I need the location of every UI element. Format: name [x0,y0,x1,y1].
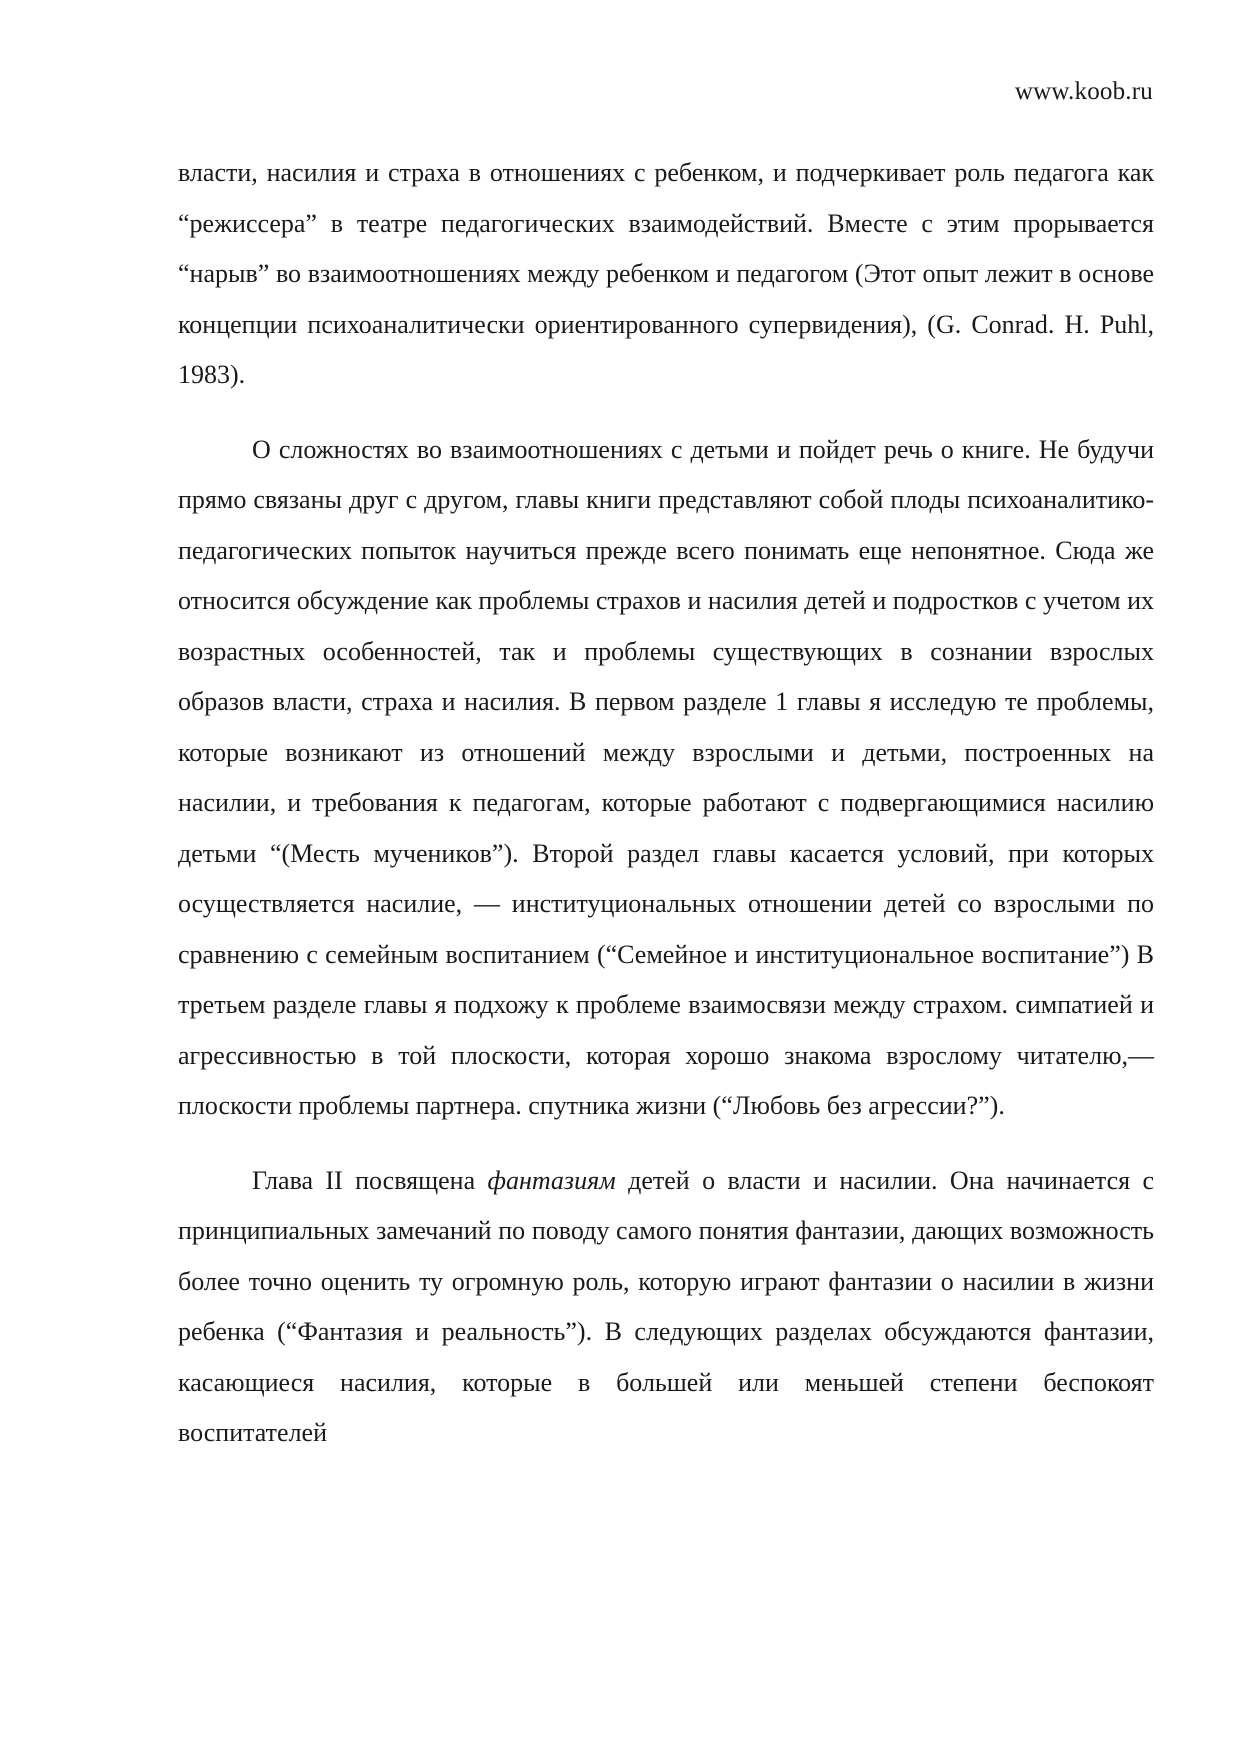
page-header-url: www.koob.ru [1014,78,1153,105]
paragraph-3-emphasis: фантазиям [487,1165,616,1195]
paragraph-1: власти, насилия и страха в отношениях с ребенком, и подчеркивает роль педагога как “режиссера” в театре педагогических взаимодействий. Вместе с этим прорывается “нарыв” во взаимоотношениях между ребенком и педагогом (Этот опыт лежит в основе концепции психоаналитически ориентированного супервидения), (G. Conrad. H. Puhl, 1983). [178,158,1154,389]
page-body [178,148,1154,1459]
paragraph-3-rest: детей о власти и насилии. Она начинается с принципиальных замечаний по поводу самого понятия фантазии, дающих возможность более точно оценить ту огромную роль, которую играют фантазии о насилии в жизни ребенка (“Фантазия и реальность”). В следующих разделах обсуждаются фантазии, касающиеся насилия, которые в большей или меньшей степени беспокоят воспитателей [178,1165,1154,1447]
paragraph-3 [178,1156,1154,1459]
paragraph-3-lead: Глава II посвящена [252,1165,488,1195]
paragraph-2: О сложностях во взаимоотношениях с детьми и пойдет речь о книге. Не будучи прямо связаны друг с другом, главы книги представляют собой плоды психоаналитико-педагогических попыток научиться прежде всего понимать еще непонятное. Сюда же относится обсуждение как проблемы страхов и насилия детей и подростков с учетом их возрастных особенностей, так и проблемы существующих в сознании взрослых образов власти, страха и насилия. В первом разделе 1 главы я исследую те проблемы, которые возникают из отношений между взрослыми и детьми, построенных на насилии, и требования к педагогам, которые работают с подвергающимися насилию детьми “(Месть мучеников”). Второй раздел главы касается условий, при которых осуществляется насилие, — институциональных отношении детей со взрослыми по сравнению с семейным воспитанием (“Семейное и институциональное воспитание”) В третьем разделе главы я подхожу к проблеме взаимосвязи между страхом. симпатией и агрессивностью в той плоскости, которая хорошо знакома взрослому читателю,—плоскости проблемы партнера. спутника жизни (“Любовь без агрессии?”). [178,434,1154,1120]
